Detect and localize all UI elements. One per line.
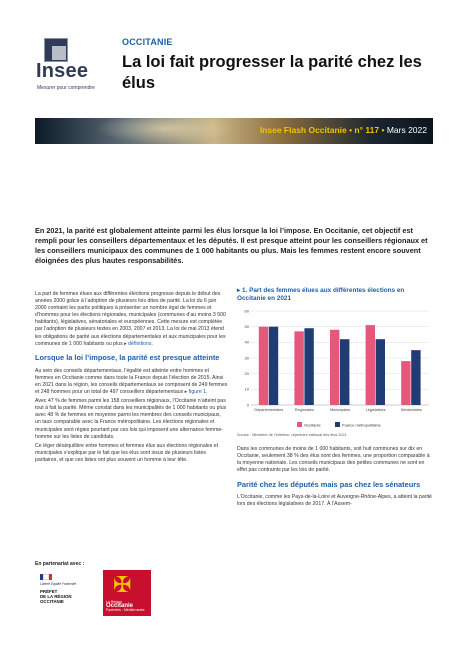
definitions-link[interactable]: définitions. [128,340,153,347]
prefet-line-2: DE LA RÉGION [40,594,72,599]
y-tick-label: 20 [244,371,249,377]
occitanie-logo-text [106,600,145,613]
section-heading-2: Parité chez les députés mais pas chez les sénateurs [237,480,421,490]
publication-banner [35,118,433,144]
y-tick-label: 50 [244,324,249,330]
figure-1 [237,287,433,443]
bar-france-départementales [269,327,278,405]
lead-paragraph: En 2021, la parité est globalement atteinte parmi les élus lorsque la loi l’impose. En Occitanie, cet objectif est rempli pour les conseillers départementaux et les députés. Il est presque atteint pour les conseillers régionaux et les conseillers municipaux des communes de 1 000 habitants ou plus. Mais les femmes restent encore souvent éloignées des plus hautes responsabilités. [35,226,428,265]
chart-legend [297,422,381,428]
occitanie-logo-line-1: La Région [106,600,122,604]
y-tick-label: 10 [244,386,249,392]
legend-label-france: France métropolitaine [342,422,381,428]
x-tick-label: Législatives [365,408,386,412]
section-heading-1: Lorsque la loi l’impose, la parité est presque atteinte [35,352,220,362]
chart-title [237,287,433,303]
bar-france-sénatoriales [411,350,420,405]
legend-swatch-france [335,422,340,427]
bar-occitanie-départementales [259,327,268,405]
body-paragraph: L’Occitanie, comme les Pays-de-la-Loire et Auvergne-Rhône-Alpes, a atteint la parité lors des élections législatives de 2017. À l’Assem- [237,494,432,508]
chart-source: Source : Ministère de l’Intérieur, répertoire national des élus 2021 [237,433,347,437]
y-tick-label: 30 [244,355,249,361]
bar-france-législatives [376,339,385,405]
y-tick-label: 60 [244,308,249,314]
region-label: OCCITANIE [122,37,173,47]
logo-tagline: Mesurer pour comprendre [37,85,95,91]
x-tick-label: Départementales [254,408,284,412]
prefet-logo[interactable] [40,574,98,614]
partners-label: En partenariat avec : [35,561,85,567]
y-axis-ticks [245,308,250,407]
logo-square-accent-icon [52,46,66,60]
banner-text [260,125,427,135]
bar-france-municipales [340,339,349,405]
prefet-line-3: OCCITANIE [40,599,64,604]
body-text: Au sein des conseils départementaux, l’égalité est atteinte entre hommes et femmes en Occitanie comme dans toute la France depuis l’élection de 2015. Ainsi en 2021 dans la région, les conseils départementaux se composent de 249 femmes et 248 hommes pour un total de 497 conseillers départementaux ▸ [35,367,228,396]
bar-occitanie-régionales [294,331,303,405]
logo-text: Insee [36,60,89,82]
page-title: La loi fait progresser la parité chez les élus [122,53,422,92]
y-tick-label: 40 [244,339,249,345]
intro-paragraph [35,291,228,348]
prefet-text [40,589,72,604]
y-tick-label: 0 [246,402,249,408]
x-axis-labels [254,408,422,412]
figure-link[interactable]: figure 1. [188,389,208,396]
bar-occitanie-législatives [366,325,375,405]
body-paragraph: Ce léger déséquilibre entre hommes et femmes élus aux élections régionales et municipales s’explique par le fait que les élus sont issus de plusieurs listes paritaires, et que ces listes ont plus souvent un homme à leur tête. [35,442,219,463]
legend-swatch-occitanie [297,422,302,427]
x-tick-label: Sénatoriales [400,408,422,412]
marianne-motto: Liberté Égalité Fraternité [40,582,77,586]
marianne-flag-icon [40,574,52,580]
bar-occitanie-municipales [330,330,339,405]
publication-series: Insee Flash Occitanie • n° 117 • [259,125,385,135]
occitanie-logo-line-2: Occitanie [106,603,134,610]
legend-label-occitanie: Occitanie [304,422,321,428]
bar-france-régionales [304,328,313,405]
body-paragraph: Dans les communes de moins de 1 000 habitants, soit huit communes sur dix en Occitanie, seulement 38 % des élus sont des femmes, une proportion comparable à la moyenne nationale. Les conseils municipaux des petites communes ne sont en effet pas contraints par les lois de parité. [237,446,430,474]
publication-date: Mars 2022 [386,125,427,135]
banner-photo [95,118,235,144]
x-tick-label: Municipales [329,408,351,412]
chart-title-text: Part des femmes élues aux différentes élections en Occitanie en 2021 [237,287,405,302]
bar-occitanie-sénatoriales [401,361,410,405]
right-column [237,446,433,511]
prefet-line-1: PRÉFET [40,589,58,594]
insee-logo[interactable] [36,38,96,93]
region-occitanie-logo[interactable] [103,570,151,616]
chart-title-prefix: ▸ 1. [237,287,248,294]
occitanie-logo-line-3: Pyrénées - Méditerranée [106,608,145,613]
left-column [35,291,228,466]
chart-bars [259,325,421,405]
intro-text: La part de femmes élues aux différentes élections progresse depuis le début des années 2000 grâce à l’adoption de plusieurs lois dites de parité. La loi du 6 juin 2000 contraint les partis politiques à présenter un nombre égal de femmes et d’hommes pour les élections régionales, municipales (communes d’au moins 3 500 habitants), législatives, sénatoriales et européennes. Cette mesure est complétée par l’adoption de plusieurs textes en 2003, 2007 et 2013. La loi de mai 2013 étend les obligations de parité aux élections départementales et aux municipales pour les communes de 1 000 habitants ou plus ▸ [35,291,226,347]
body-paragraph [35,368,228,396]
x-tick-label: Régionales [294,408,314,412]
body-paragraph: Avec 47 % de femmes parmi les 158 conseillers régionaux, l’Occitanie n’atteint pas tout à fait la parité. Même constat dans les municipalités de 1 000 habitants ou plus avec 48 % de femmes en moyenne parmi les membres des conseils municipaux, un taux comparable avec la France métropolitaine. Les élections régionales et municipales sont régies pourtant par ces lois qui imposent une alternance femme-homme sur les listes de candidats. [35,398,227,440]
bar-chart [237,307,433,431]
occitan-cross-icon: ✠ [113,572,132,597]
